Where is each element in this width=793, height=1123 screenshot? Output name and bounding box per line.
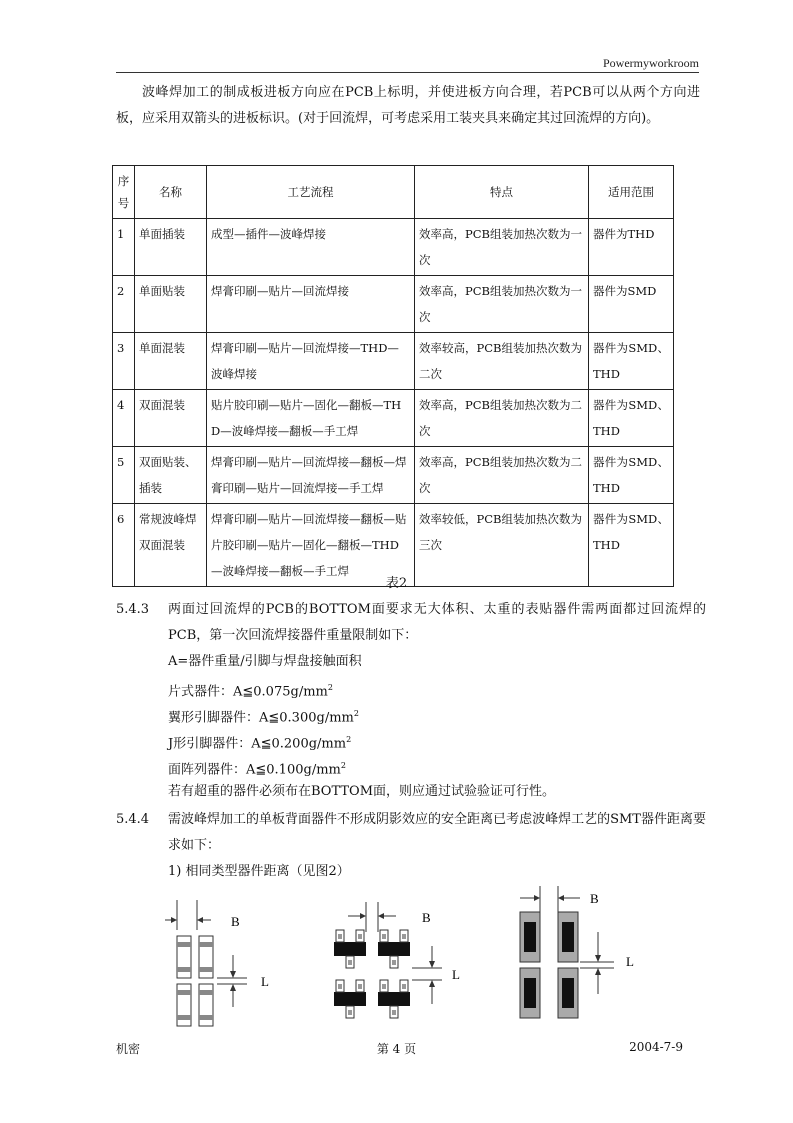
section-5-4-4 xyxy=(116,807,706,859)
row-name: 双面贴装、插装 xyxy=(135,447,207,504)
limit-text: J形引脚器件：A≦0.200g/mm xyxy=(168,736,347,752)
row-name: 常规波峰焊双面混装 xyxy=(135,504,207,587)
list-item: 1) 相同类型器件距离（见图2） xyxy=(168,864,350,879)
row-no: 3 xyxy=(113,333,135,390)
table-header-row xyxy=(113,166,674,219)
row-no: 6 xyxy=(113,504,135,587)
row-feature: 效率高，PCB组装加热次数为一次 xyxy=(415,276,589,333)
table-row xyxy=(113,276,674,333)
footer-confidential: 机密 xyxy=(116,1042,141,1056)
limit-exponent: 2 xyxy=(340,761,346,770)
row-name: 单面插装 xyxy=(135,219,207,276)
process-table xyxy=(112,165,674,587)
figure-gullwing-spacing xyxy=(330,880,480,1030)
row-process: 焊膏印刷—贴片—回流焊接—THD—波峰焊接 xyxy=(207,333,415,390)
header-cell-feature: 特点 xyxy=(415,166,589,219)
table-caption: 表2 xyxy=(385,576,408,591)
label-b: B xyxy=(590,891,599,906)
section-5-4-3 xyxy=(116,597,706,649)
row-process: 焊膏印刷—贴片—回流焊接 xyxy=(207,276,415,333)
footer-page-number: 第 4 页 xyxy=(376,1042,417,1056)
header-divider xyxy=(116,72,699,73)
weight-formula: A=器件重量/引脚与焊盘接触面积 xyxy=(168,654,362,669)
row-feature: 效率较高，PCB组装加热次数为二次 xyxy=(415,333,589,390)
row-name: 双面混装 xyxy=(135,390,207,447)
table-row xyxy=(113,390,674,447)
row-process: 焊膏印刷—贴片—回流焊接—翻板—焊膏印刷—贴片—回流焊接—手工焊 xyxy=(207,447,415,504)
row-no: 1 xyxy=(113,219,135,276)
limit-text: 翼形引脚器件：A≦0.300g/mm xyxy=(168,710,354,726)
label-b: B xyxy=(422,910,431,925)
header-cell-no: 序号 xyxy=(113,166,135,219)
row-feature: 效率高，PCB组装加热次数为一次 xyxy=(415,219,589,276)
row-feature: 效率高，PCB组装加热次数为二次 xyxy=(415,447,589,504)
label-b: B xyxy=(231,914,240,929)
row-no: 2 xyxy=(113,276,135,333)
row-process: 焊膏印刷—贴片—回流焊接—翻板—贴片胶印刷—贴片—固化—翻板—THD—波峰焊接—翻板—手工焊 xyxy=(207,504,415,587)
limit-text: 片式器件：A≦0.075g/mm xyxy=(168,684,328,700)
label-l: L xyxy=(626,954,634,969)
limit-text: 面阵列器件：A≦0.100g/mm xyxy=(168,762,341,778)
label-l: L xyxy=(261,974,269,989)
figure-chip-spacing xyxy=(165,880,285,1030)
row-process: 成型—插件—波峰焊接 xyxy=(207,219,415,276)
row-scope: 器件为SMD、THD xyxy=(589,333,674,390)
header-cell-scope: 适用范围 xyxy=(589,166,674,219)
row-scope: 器件为SMD、THD xyxy=(589,390,674,447)
header-title: Powermyworkroom xyxy=(603,56,699,70)
row-scope: 器件为SMD xyxy=(589,276,674,333)
limit-exponent: 2 xyxy=(353,709,359,718)
row-no: 4 xyxy=(113,390,135,447)
header-cell-name: 名称 xyxy=(135,166,207,219)
table-row xyxy=(113,447,674,504)
table-row xyxy=(113,333,674,390)
label-l: L xyxy=(452,967,460,982)
row-scope: 器件为THD xyxy=(589,219,674,276)
footer-date: 2004-7-9 xyxy=(629,1040,683,1054)
overweight-note: 若有超重的器件必须布在BOTTOM面，则应通过试验验证可行性。 xyxy=(168,784,556,799)
row-name: 单面贴装 xyxy=(135,276,207,333)
row-scope: 器件为SMD、THD xyxy=(589,504,674,587)
table-row xyxy=(113,219,674,276)
section-number: 5.4.3 xyxy=(116,602,150,617)
section-number: 5.4.4 xyxy=(116,812,150,827)
row-process: 贴片胶印刷—贴片—固化—翻板—THD—波峰焊接—翻板—手工焊 xyxy=(207,390,415,447)
figure-large-chip-spacing xyxy=(510,876,650,1026)
limit-exponent: 2 xyxy=(327,683,333,692)
row-scope: 器件为SMD、THD xyxy=(589,447,674,504)
row-feature: 效率较低，PCB组装加热次数为三次 xyxy=(415,504,589,587)
row-no: 5 xyxy=(113,447,135,504)
section-text: 需波峰焊加工的单板背面器件不形成阴影效应的安全距离已考虑波峰焊工艺的SMT器件距离要求如下： xyxy=(168,812,706,853)
section-text: 两面过回流焊的PCB的BOTTOM面要求无大体积、太重的表贴器件需两面都过回流焊的PCB，第一次回流焊接器件重量限制如下： xyxy=(168,602,706,643)
limit-exponent: 2 xyxy=(346,735,352,744)
row-feature: 效率高，PCB组装加热次数为二次 xyxy=(415,390,589,447)
header-cell-process: 工艺流程 xyxy=(207,166,415,219)
intro-paragraph: 波峰焊加工的制成板进板方向应在PCB上标明，并使进板方向合理，若PCB可以从两个方向进板，应采用双箭头的进板标识。(对于回流焊，可考虑采用工装夹具来确定其过回流焊的方向)。 xyxy=(116,85,700,126)
row-name: 单面混装 xyxy=(135,333,207,390)
